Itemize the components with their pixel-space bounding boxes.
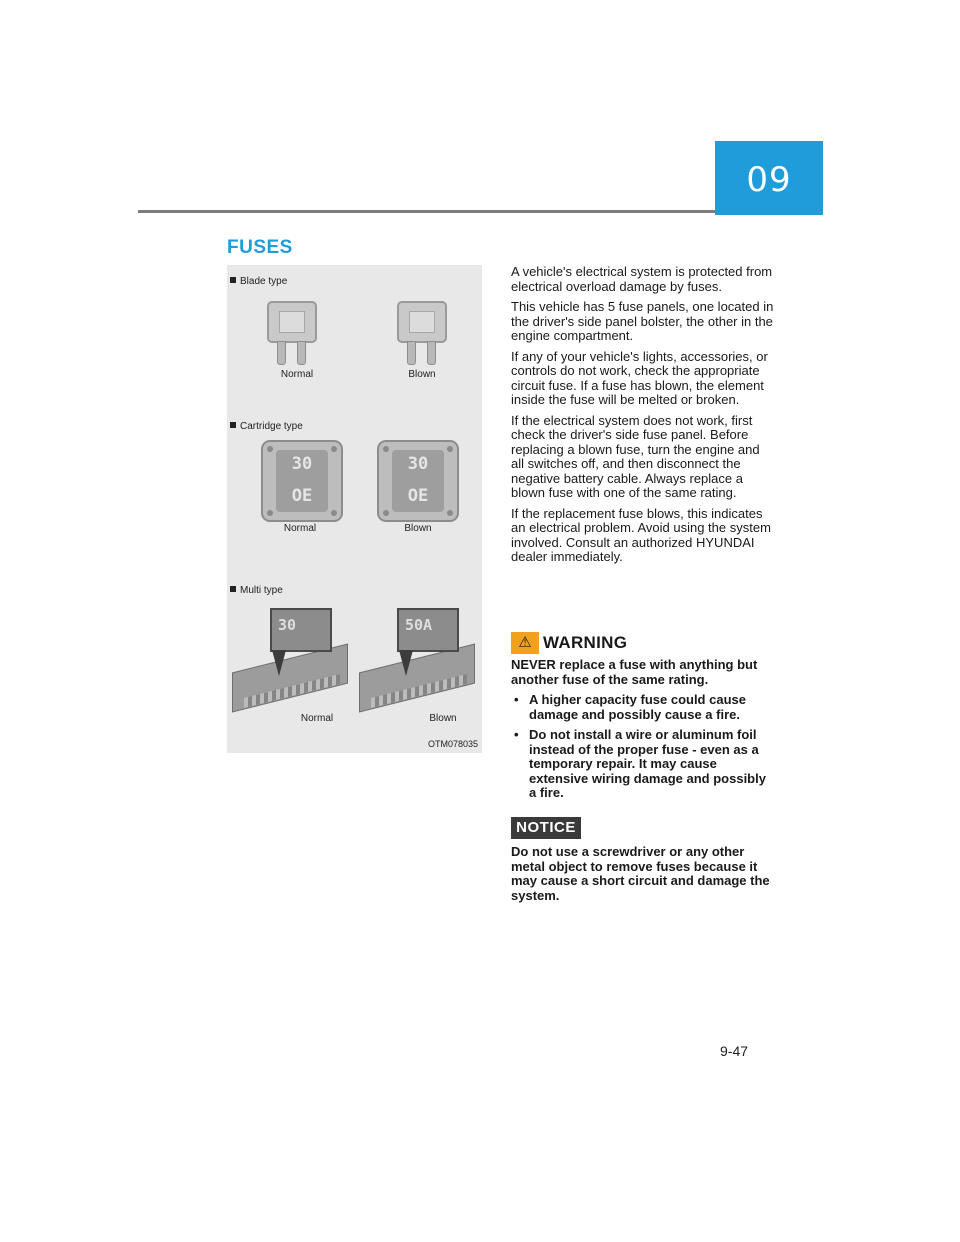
bullet-square-icon <box>230 586 236 592</box>
warning-list-item <box>511 728 776 801</box>
chapter-tab <box>715 141 823 215</box>
figure-group-label-text: Cartridge type <box>240 421 303 432</box>
notice-badge: NOTICE <box>511 817 581 839</box>
warning-body <box>511 658 776 807</box>
warning-list <box>511 693 776 801</box>
warning-title: WARNING <box>543 633 628 652</box>
bullet-square-icon <box>230 277 236 283</box>
caption-normal: Normal <box>283 523 317 534</box>
notice-text: Do not use a screwdriver or any other metal object to remove fuses because it may cause a short circuit and damage the system. <box>511 844 770 903</box>
body-paragraph: A vehicle's electrical system is protected from electrical overload damage by fuses. <box>511 264 773 294</box>
multi-fuse-normal-image: 30 <box>232 608 350 718</box>
page-number: 9-47 <box>720 1043 749 1059</box>
fuse-figure <box>227 265 482 753</box>
bullet-icon: • <box>514 692 519 707</box>
figure-group-label-blade <box>230 276 287 287</box>
caption-blown: Blown <box>408 369 436 380</box>
blade-fuse-normal-image <box>267 301 317 371</box>
figure-group-label-text: Multi type <box>240 585 283 596</box>
section-title: FUSES <box>227 237 293 258</box>
caption-normal: Normal <box>280 369 314 380</box>
body-paragraph: This vehicle has 5 fuse panels, one located in the driver's side panel bolster, the other in the engine compartment. <box>511 299 774 343</box>
blade-fuse-blown-image <box>397 301 447 371</box>
header-rule <box>138 210 715 213</box>
warning-list-item-text: A higher capacity fuse could cause damage and possibly cause a fire. <box>529 692 746 722</box>
caption-normal: Normal <box>300 713 334 724</box>
figure-group-label-multi <box>230 585 283 596</box>
body-text <box>511 265 776 571</box>
chapter-number: 09 <box>746 160 792 200</box>
figure-group-label-cartridge <box>230 421 303 432</box>
cartridge-fuse-blown-image: 30 OE <box>377 440 459 522</box>
figure-code: OTM078035 <box>427 739 478 749</box>
bullet-square-icon <box>230 422 236 428</box>
body-paragraph: If the replacement fuse blows, this indicates an electrical problem. Avoid using the system involved. Consult an authorized HYUNDAI dealer immediately. <box>511 505 771 564</box>
figure-group-label-text: Blade type <box>240 276 288 287</box>
body-paragraph: If any of your vehicle's lights, accessories, or controls do not work, check the appropriate circuit fuse. If a fuse has blown, the element inside the fuse will be melted or broken. <box>511 348 768 407</box>
caption-blown: Blown <box>404 523 432 534</box>
caption-blown: Blown <box>429 713 457 724</box>
cartridge-fuse-normal-image: 30 OE <box>261 440 343 522</box>
warning-triangle-icon: ⚠ <box>511 632 539 654</box>
bullet-icon: • <box>514 727 519 742</box>
warning-list-item-text: Do not install a wire or aluminum foil instead of the proper fuse - even as a temporary repair. It may cause extensive wiring damage and possibly a fire. <box>529 727 766 800</box>
warning-list-item <box>511 693 776 722</box>
warning-intro: NEVER replace a fuse with anything but another fuse of the same rating. <box>511 657 758 687</box>
multi-fuse-blown-image: 50A <box>359 608 477 718</box>
body-paragraph: If the electrical system does not work, first check the driver's side fuse panel. Before replacing a blown fuse, turn the engine and all switches off, and then disconnect the negative battery cable. Always replace a blown fuse with one of the same rating. <box>511 412 760 500</box>
